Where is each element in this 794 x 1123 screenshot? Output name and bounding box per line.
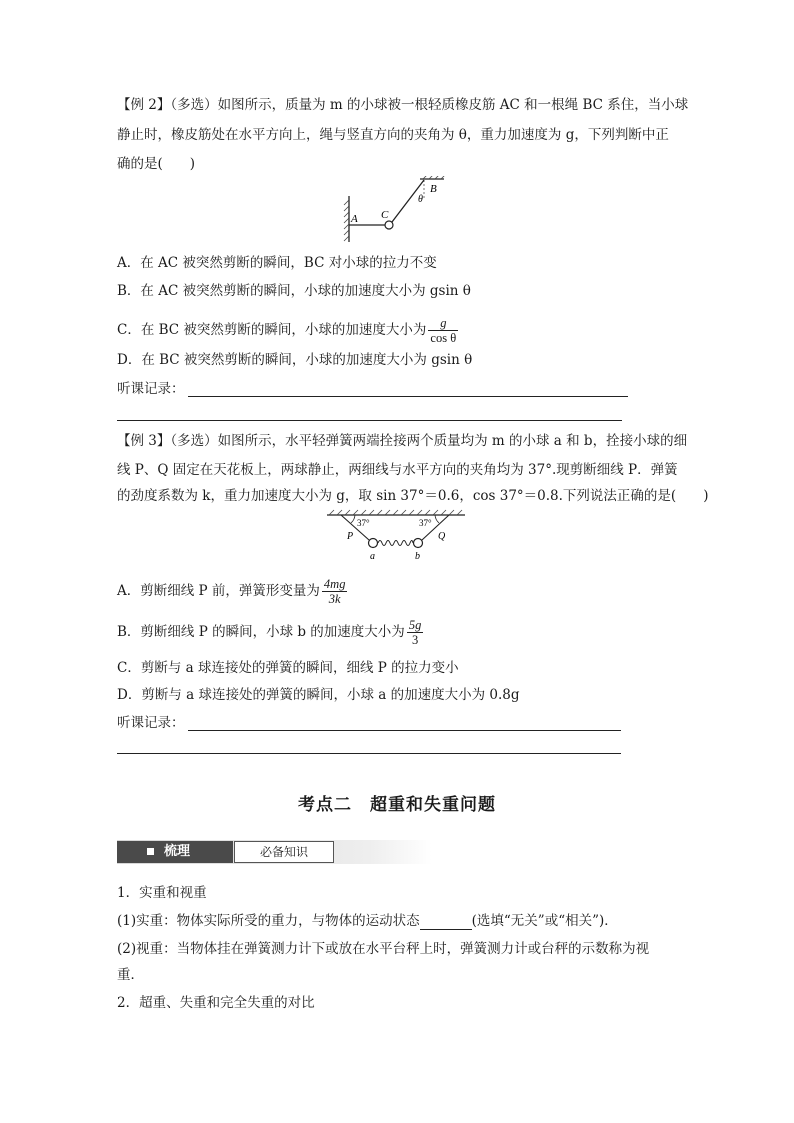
ex3-option-a [117, 576, 349, 606]
ex3-option-c: C．剪断与 a 球连接处的弹簧的瞬间，细线 P 的拉力变小 [117, 660, 459, 676]
ex2-option-c-fraction [428, 316, 458, 345]
ex2-option-b: B．在 AC 被突然剪断的瞬间，小球的加速度大小为 gsin θ [117, 283, 471, 299]
ex3-stem-line-1: 【例 3】（多选）如图所示，水平轻弹簧两端拴接两个质量均为 m 的小球 a 和 b，拴接小球的细 [117, 433, 688, 449]
ex3-notes-label: 听课记录： [117, 715, 185, 731]
ex2-notes-line-1 [188, 396, 628, 397]
item-1-heading: 1．实重和视重 [117, 885, 207, 901]
section-banner [117, 840, 432, 866]
ex2-fig-label-c: C [381, 209, 389, 221]
ex3-notes-line-1 [188, 730, 621, 731]
banner-tab-knowledge: 必备知识 [234, 841, 334, 863]
square-bullet-icon [147, 848, 154, 855]
paragraph-real-weight [117, 912, 618, 930]
ex3-fig-label-b: b [415, 551, 420, 562]
ex3-fig-angle-right: 37° [419, 518, 432, 528]
ex2-option-a: A．在 AC 被突然剪断的瞬间，BC 对小球的拉力不变 [117, 255, 437, 271]
ex3-fig-label-a: a [370, 551, 375, 562]
ex2-stem-line-2: 静止时，橡皮筋处在水平方向上，绳与竖直方向的夹角为 θ，重力加速度为 g，下列判断中正 [117, 127, 669, 143]
ex3-stem-line-3: 的劲度系数为 k，重力加速度大小为 g，取 sin 37°＝0.6，cos 37°＝0.8.下列说法正确的是( ) [117, 488, 709, 504]
paragraph-real-weight-text: (1)实重：物体实际所受的重力，与物体的运动状态 [117, 913, 420, 929]
ex2-option-c-numerator: g [428, 316, 458, 331]
ex3-fig-angle-left: 37° [357, 518, 370, 528]
ex3-option-b-fraction [407, 618, 424, 647]
ex3-option-b-numerator: 5g [408, 618, 422, 632]
section-title: 考点二 超重和失重问题 [298, 795, 496, 815]
ex2-option-c-text: C．在 BC 被突然剪断的瞬间，小球的加速度大小为 [117, 322, 427, 338]
ex3-fig-label-q: Q [438, 531, 446, 542]
ex3-option-a-fraction [322, 577, 348, 606]
item-2-heading: 2．超重、失重和完全失重的对比 [117, 995, 315, 1011]
ex3-option-a-denominator: 3k [328, 592, 341, 606]
ex2-stem-line-3: 确的是( ) [117, 156, 196, 172]
paragraph-apparent-weight-line-1: (2)视重：当物体挂在弹簧测力计下或放在水平台秤上时，弹簧测力计或台秤的示数称为视 [117, 941, 650, 957]
ex3-stem-line-2: 线 P、Q 固定在天花板上，两球静止，两细线与水平方向的夹角均为 37°.现剪断细线 P．弹簧 [117, 462, 678, 478]
ex3-option-a-text: A．剪断细线 P 前，弹簧形变量为 [117, 583, 320, 599]
ex3-fig-label-p: P [347, 531, 354, 542]
ex2-option-d: D．在 BC 被突然剪断的瞬间，小球的加速度大小为 gsin θ [117, 352, 473, 368]
ex2-fig-label-b: B [430, 183, 437, 195]
paragraph-apparent-weight-line-2: 重． [117, 967, 144, 983]
ex2-notes-label: 听课记录： [117, 381, 185, 397]
ex2-fig-label-a: A [351, 213, 358, 225]
fill-in-blank [420, 915, 472, 930]
ex3-option-b-text: B．剪断细线 P 的瞬间，小球 b 的加速度大小为 [117, 624, 405, 640]
ex3-figure [323, 509, 469, 563]
ex2-stem-line-1: 【例 2】（多选）如图所示，质量为 m 的小球被一根轻质橡皮筋 AC 和一根绳 BC 系住，当小球 [117, 97, 689, 113]
ex2-fig-label-theta: θ [418, 194, 423, 205]
ex2-notes-line-2 [117, 420, 622, 421]
ex3-option-b [117, 617, 425, 647]
ex3-notes-line-2 [117, 753, 621, 754]
banner-tab-review [117, 841, 233, 863]
paragraph-real-weight-hint: (选填“无关”或“相关”)． [471, 913, 618, 929]
ex2-option-c-denominator: cos θ [430, 331, 457, 345]
ex3-option-a-numerator: 4mg [323, 577, 346, 591]
ex3-option-d: D．剪断与 a 球连接处的弹簧的瞬间，小球 a 的加速度大小为 0.8g [117, 687, 520, 703]
ex2-option-c [117, 316, 460, 345]
ex2-figure [340, 176, 450, 246]
ex3-option-b-denominator: 3 [411, 633, 419, 647]
banner-tab-review-label: 梳理 [164, 844, 191, 859]
